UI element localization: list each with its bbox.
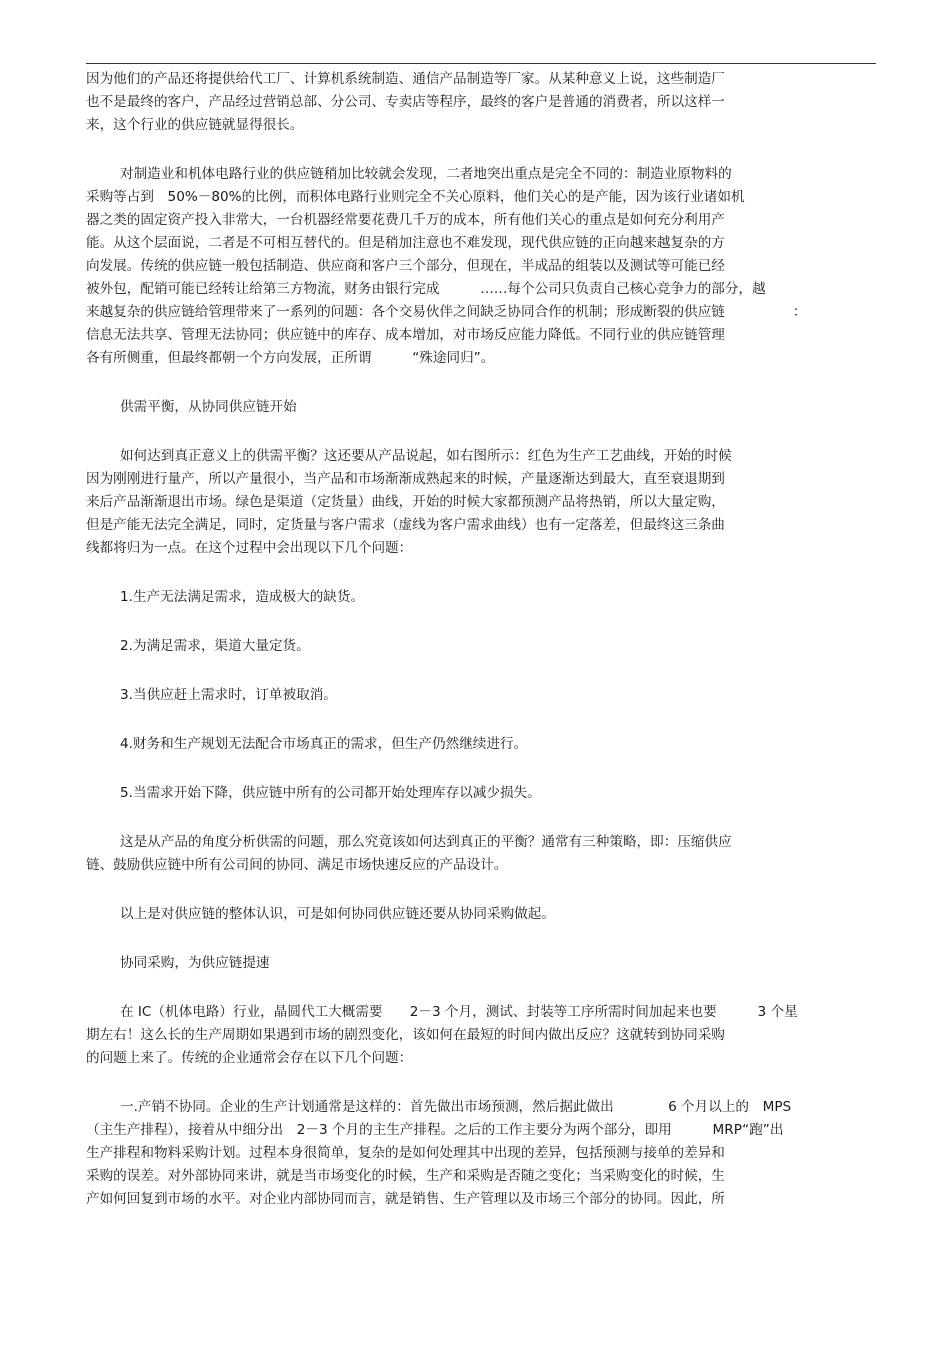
list-item-text: 1.生产无法满足需求，造成极大的缺货。 (120, 589, 365, 605)
paragraph (86, 1001, 876, 1070)
text-line: 因为他们的产品还将提供给代工厂、计算机系统制造、通信产品制造等厂家。从某种意义上说，这些制造厂 (86, 71, 725, 87)
paragraph (86, 1096, 876, 1211)
text-line: 一.产销不协同。企业的生产计划通常是这样的：首先做出市场预测，然后据此做出 6 个月以上的 MPS (120, 1099, 792, 1115)
text-line: 生产排程和物料采购计划。过程本身很简单，复杂的是如何处理其中出现的差异，包括预测与接单的差异和 (86, 1145, 725, 1161)
list-item (86, 733, 876, 756)
list-item (86, 635, 876, 658)
paragraph (86, 831, 876, 877)
section-heading (86, 952, 876, 975)
paragraph (86, 903, 876, 926)
list-item (86, 586, 876, 609)
text-line: 来越复杂的供应链给管理带来了一系列的问题：各个交易伙伴之间缺乏协同合作的机制；形成断裂的供应链 ： (86, 304, 807, 320)
text-line: 因为刚刚进行量产，所以产量很小，当产品和市场渐渐成熟起来的时候，产量逐渐达到最大，直至衰退期到 (86, 471, 725, 487)
list-item-text: 3.当供应赶上需求时，订单被取消。 (120, 687, 337, 703)
text-line: 链、鼓励供应链中所有公司间的协同、满足市场快速反应的产品设计。 (86, 857, 508, 873)
paragraph (86, 68, 876, 137)
text-line: 能。从这个层面说，二者是不可相互替代的。但是稍加注意也不难发现，现代供应链的正向越来越复杂的方 (86, 235, 725, 251)
text-line: 如何达到真正意义上的供需平衡？这还要从产品说起，如右图所示：红色为生产工艺曲线，开始的时候 (120, 448, 732, 464)
paragraph (86, 445, 876, 560)
text-line: 向发展。传统的供应链一般包括制造、供应商和客户三个部分，但现在，半成品的组装以及测试等可能已经 (86, 258, 725, 274)
text-line: 对制造业和机体电路行业的供应链稍加比较就会发现，二者地突出重点是完全不同的：制造业原物料的 (120, 166, 732, 182)
list-item (86, 684, 876, 707)
text-line: 采购的误差。对外部协同来讲，就是当市场变化的时候，生产和采购是否随之变化；当采购变化的时候，生 (86, 1168, 725, 1184)
text-line: 来，这个行业的供应链就显得很长。 (86, 117, 304, 133)
heading-text: 供需平衡，从协同供应链开始 (120, 399, 297, 415)
list-item-text: 5.当需求开始下降，供应链中所有的公司都开始处理库存以减少损失。 (120, 785, 541, 801)
text-line: 但是产能无法完全满足，同时，定货量与客户需求（虚线为客户需求曲线）也有一定落差，但最终这三条曲 (86, 517, 725, 533)
text-line: 这是从产品的角度分析供需的问题，那么究竟该如何达到真正的平衡？通常有三种策略，即：压缩供应 (120, 834, 732, 850)
text-line: 在 IC（机体电路）行业，晶圆代工大概需要 2－3 个月，测试、封装等工序所需时间加起来也要 3 个星 (120, 1004, 798, 1020)
text-line: 信息无法共享、管理无法协同；供应链中的库存、成本增加，对市场反应能力降低。不同行业的供应链管理 (86, 327, 725, 343)
paragraph (86, 163, 876, 370)
text-line: （主生产排程），接着从中细分出 2－3 个月的主生产排程。之后的工作主要分为两个部分，即用 MRP“跑”出 (86, 1122, 784, 1138)
list-item (86, 782, 876, 805)
text-line: 采购等占到 50%－80%的比例，而积体电路行业则完全不关心原料，他们关心的是产能，因为该行业诸如机 (86, 189, 745, 205)
section-heading (86, 396, 876, 419)
header-rule (86, 63, 876, 64)
text-line: 以上是对供应链的整体认识，可是如何协同供应链还要从协同采购做起。 (120, 906, 555, 922)
text-line: 产如何回复到市场的水平。对企业内部协同而言，就是销售、生产管理以及市场三个部分的协同。因此，所 (86, 1191, 725, 1207)
text-line: 被外包，配销可能已经转让给第三方物流，财务由银行完成 ……每个公司只负责自己核心竞争力的部分，越 (86, 281, 766, 297)
document-body (86, 68, 876, 1211)
list-item-text: 4.财务和生产规划无法配合市场真正的需求，但生产仍然继续进行。 (120, 736, 528, 752)
text-line: 器之类的固定资产投入非常大，一台机器经常要花费几千万的成本，所有他们关心的重点是如何充分利用产 (86, 212, 725, 228)
text-line: 期左右！这么长的生产周期如果遇到市场的剧烈变化，该如何在最短的时间内做出反应？这就转到协同采购 (86, 1027, 725, 1043)
text-line: 来后产品渐渐退出市场。绿色是渠道（定货量）曲线，开始的时候大家都预测产品将热销，所以大量定购， (86, 494, 725, 510)
text-line: 线都将归为一点。在这个过程中会出现以下几个问题： (86, 540, 413, 556)
text-line: 也不是最终的客户，产品经过营销总部、分公司、专卖店等程序，最终的客户是普通的消费者，所以这样一 (86, 94, 725, 110)
text-line: 各有所侧重，但最终都朝一个方向发展，正所谓 “殊途同归”。 (86, 350, 495, 366)
heading-text: 协同采购，为供应链提速 (120, 955, 270, 971)
list-item-text: 2.为满足需求，渠道大量定货。 (120, 638, 310, 654)
text-line: 的问题上来了。传统的企业通常会存在以下几个问题： (86, 1050, 413, 1066)
